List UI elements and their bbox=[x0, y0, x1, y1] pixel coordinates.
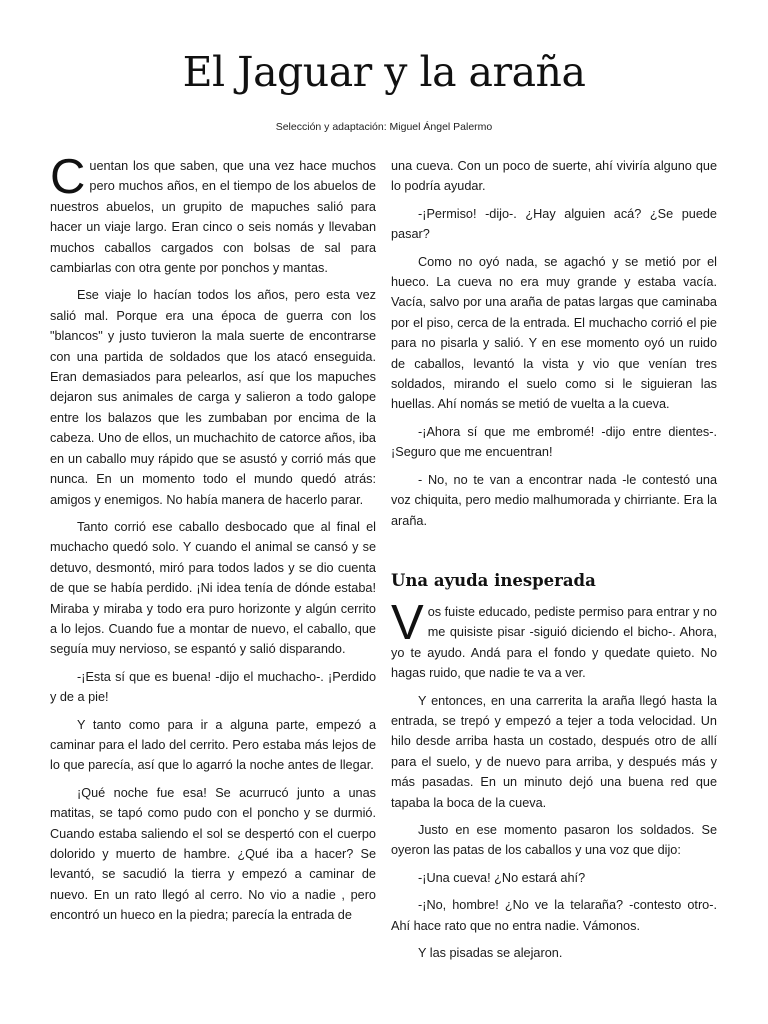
paragraph: Y entonces, en una carrerita la araña llegó hasta la entrada, se trepó y empezó a tejer a toda velocidad. Un hilo desde arriba hasta un costado, después otro de allí para el suelo, y de nuevo para arriba, y después más y más pasadas. En un minuto dejó una buena red que tapaba la boca de la cueva. bbox=[391, 693, 717, 810]
paragraph bbox=[391, 595, 717, 684]
left-column bbox=[50, 150, 376, 933]
paragraph: Tanto corrió ese caballo desbocado que al final el muchacho quedó solo. Y cuando el animal se cansó y se detuvo, desmontó, miró para todos lados y se dio cuenta de que se había perdido. ¡Ni idea tenía de dónde estaba! Miraba y miraba y todo era puro horizonte y algún cerrito a lo lejos. Cuando fue a montar de nuevo, el caballo, que seguía muy nervioso, se espantó y salió disparando. bbox=[50, 519, 376, 657]
document-title: El Jaguar y la araña bbox=[182, 48, 586, 96]
paragraph: Como no oyó nada, se agachó y se metió por el hueco. La cueva no era muy grande y estaba vacía. Vacía, salvo por una araña de patas largas que caminaba por el piso, cerca de la entrada. El muchacho corrió el pie para no pisarla y salió. Y en ese momento oyó un ruido de caballos, levantó la vista y vio que venían tres soldados, mirando el suelo como si le siguieran las huellas. Ahí nomás se metió de vuelta a la cueva. bbox=[391, 254, 717, 412]
paragraph: Y tanto como para ir a alguna parte, empezó a caminar para el lado del cerrito. Pero estaba más lejos de lo que parecía, así que lo agarró la noche antes de llegar. bbox=[50, 717, 376, 773]
paragraph: Justo en ese momento pasaron los soldados. Se oyeron las patas de los caballos y una voz que dijo: bbox=[391, 822, 717, 858]
section-heading: Una ayuda inesperada bbox=[391, 570, 596, 590]
drop-cap: V bbox=[391, 595, 424, 650]
paragraph: - No, no te van a encontrar nada -le contestó una voz chiquita, pero medio malhumorada y chirriante. Era la araña. bbox=[391, 472, 717, 528]
paragraph-text: uentan los que saben, que una vez hace muchos pero muchos años, en el tiempo de los abuelos de nuestros abuelos, un grupito de mapuches salió para hacer un viaje largo. Eran cinco o seis nomás y llevaban muchos caballos cargados con bolsas de sal para cambiarlas con otra gente por ponchos y mantas. bbox=[50, 159, 376, 276]
paragraph: -¡Permiso! -dijo-. ¿Hay alguien acá? ¿Se puede pasar? bbox=[391, 206, 717, 242]
paragraph: -¡Ahora sí que me embromé! -dijo entre dientes-. ¡Seguro que me encuentran! bbox=[391, 424, 717, 460]
paragraph: ¡Qué noche fue esa! Se acurrucó junto a unas matitas, se tapó como pudo con el poncho y se durmió. Cuando estaba saliendo el sol se despertó con el cuerpo dolorido y muerto de hambre. ¿Qué iba a hacer? Se levantó, se sacudió la tierra y empezó a caminar de nuevo. En un rato llegó al cerro. No vio a nadie , pero encontró un hueco en la piedra; parecía la entrada de bbox=[50, 785, 376, 923]
paragraph: Ese viaje lo hacían todos los años, pero esta vez salió mal. Porque era una época de guerra con los "blancos" y justo tuvieron la mala suerte de encontrarse con una partida de soldados que los atacó enseguida. Eran demasiados para pelearlos, así que los mapuches dejaron sus animales de carga y salieron a todo galope entre los balazos que les zumbaban por encima de la cabeza. Uno de ellos, un muchachito de catorce años, iba en un caballo muy rápido que se asustó y corrió más que nunca. En un momento todo el mundo quedó atrás: amigos y enemigos. No había manera de hacerlo parar. bbox=[50, 288, 376, 507]
paragraph: -¡No, hombre! ¿No ve la telaraña? -contesto otro-. Ahí hace rato que no entra nadie. Vámonos. bbox=[391, 898, 717, 933]
paragraph: -¡Esta sí que es buena! -dijo el muchacho-. ¡Perdido y de a pie! bbox=[50, 669, 376, 705]
right-column bbox=[391, 156, 717, 970]
paragraph-text: os fuiste educado, pediste permiso para entrar y no me quisiste pisar -siguió diciendo el bicho-. Ahora, yo te ayudo. Andá para el fondo y quedate quieto. No hagas ruido, que nadie te va a ver. bbox=[391, 604, 717, 681]
paragraph: -¡Una cueva! ¿No estará ahí? bbox=[418, 870, 586, 885]
paragraph: Y las pisadas se alejaron. bbox=[418, 946, 563, 960]
paragraph bbox=[50, 150, 376, 278]
paragraph: una cueva. Con un poco de suerte, ahí viviría alguno que lo podría ayudar. bbox=[391, 159, 717, 194]
drop-cap: C bbox=[50, 150, 86, 204]
document-subtitle: Selección y adaptación: Miguel Ángel Palermo bbox=[275, 121, 493, 133]
